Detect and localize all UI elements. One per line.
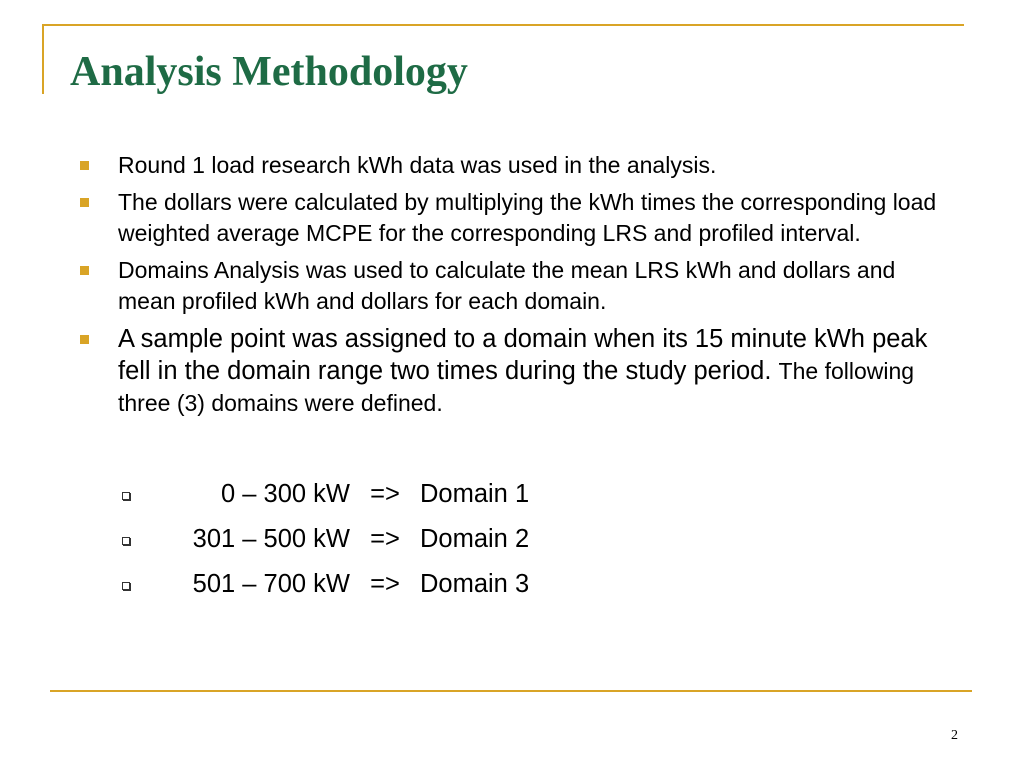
domain-item: [118, 472, 529, 517]
hollow-square-bullet-icon: [118, 562, 154, 607]
square-bullet-icon: [78, 187, 118, 218]
domain-label: Domain 1: [420, 480, 530, 508]
domain-item: [118, 517, 529, 562]
domain-label: Domain 3: [420, 570, 530, 598]
domain-label: Domain 2: [420, 525, 530, 553]
bullet-item: [78, 150, 948, 181]
domain-range: 501 – 700 kW: [192, 570, 350, 598]
domain-range: 0 – 300 kW: [221, 480, 350, 508]
bullet-text-trailing: The following three (3) domains were defined.: [118, 358, 915, 416]
bullet-text: [118, 323, 948, 419]
domain-arrow: =>: [370, 525, 400, 553]
bullet-text: The dollars were calculated by multiplying the kWh times the corresponding load weighted average MCPE for the corresponding LRS and profiled interval.: [118, 189, 937, 246]
domain-arrow: =>: [370, 570, 400, 598]
bullet-text-main: A sample point was assigned to a domain when its 15 minute kWh peak fell in the domain range two times during the study period.: [118, 325, 928, 385]
left-rule: [42, 24, 44, 94]
bullet-list: [78, 150, 948, 425]
bullet-text: Domains Analysis was used to calculate the mean LRS kWh and dollars and mean profiled kWh and dollars for each domain.: [118, 257, 896, 314]
bullet-text: Round 1 load research kWh data was used in the analysis.: [118, 152, 717, 178]
bullet-item: [78, 255, 948, 317]
bullet-item: [78, 323, 948, 419]
bullet-item: [78, 187, 948, 249]
square-bullet-icon: [78, 323, 118, 355]
hollow-square-bullet-icon: [118, 472, 154, 517]
slide-title: Analysis Methodology: [70, 49, 468, 95]
domain-arrow: =>: [370, 480, 400, 508]
top-rule: [42, 24, 964, 26]
square-bullet-icon: [78, 255, 118, 286]
domain-list: [118, 472, 529, 607]
page-number: 2: [951, 728, 958, 743]
hollow-square-bullet-icon: [118, 517, 154, 562]
domain-range: 301 – 500 kW: [192, 525, 350, 553]
domain-item: [118, 562, 529, 607]
square-bullet-icon: [78, 150, 118, 181]
bottom-rule: [50, 690, 972, 692]
